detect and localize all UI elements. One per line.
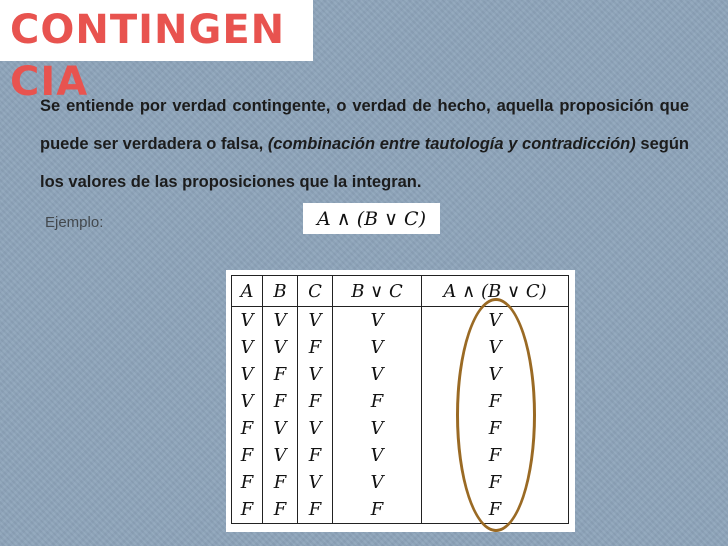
cell: V (333, 334, 422, 361)
table-row (232, 361, 569, 388)
cell: V (298, 361, 333, 388)
cell: F (263, 388, 298, 415)
header-result: A ∧ (B ∨ C) (422, 276, 569, 307)
table-row (232, 388, 569, 415)
cell: F (333, 496, 422, 524)
cell: F (263, 496, 298, 524)
paragraph-text-1: Se entiende por verdad contingente, o verdad de hecho, aquella proposición que puede ser verdadera o falsa, (40, 97, 689, 153)
cell: V (333, 361, 422, 388)
truth-table (231, 275, 569, 524)
table-row (232, 442, 569, 469)
cell: V (333, 442, 422, 469)
cell: F (422, 469, 569, 496)
cell: V (422, 307, 569, 335)
cell: V (422, 361, 569, 388)
table-row (232, 307, 569, 335)
cell: V (333, 415, 422, 442)
cell: F (298, 334, 333, 361)
cell: F (232, 415, 263, 442)
table-row (232, 469, 569, 496)
cell: V (232, 361, 263, 388)
cell: F (333, 388, 422, 415)
paragraph-text-2: según los valores de las proposiciones que la integran. (40, 135, 689, 191)
definition-paragraph (40, 87, 689, 201)
table-header-row (232, 276, 569, 307)
truth-table-panel (226, 270, 575, 532)
cell: V (298, 415, 333, 442)
cell: F (422, 415, 569, 442)
table-row (232, 496, 569, 524)
example-label: Ejemplo: (45, 214, 104, 231)
cell: V (232, 307, 263, 335)
cell: V (232, 334, 263, 361)
cell: V (333, 469, 422, 496)
header-a: A (232, 276, 263, 307)
cell: F (422, 388, 569, 415)
cell: V (422, 334, 569, 361)
table-row (232, 415, 569, 442)
title-box (0, 0, 313, 105)
cell: V (263, 334, 298, 361)
cell: F (298, 388, 333, 415)
cell: F (422, 442, 569, 469)
cell: F (263, 361, 298, 388)
slide-title: CONTINGENCIA (10, 7, 286, 105)
cell: V (333, 307, 422, 335)
formula: A ∧ (B ∨ C) (303, 203, 440, 234)
cell: F (232, 442, 263, 469)
cell: F (263, 469, 298, 496)
cell: V (263, 442, 298, 469)
header-b: B (263, 276, 298, 307)
table-row (232, 334, 569, 361)
header-c: C (298, 276, 333, 307)
cell: V (298, 469, 333, 496)
cell: F (232, 496, 263, 524)
cell: F (232, 469, 263, 496)
cell: F (298, 496, 333, 524)
cell: V (232, 388, 263, 415)
paragraph-italic: (combinación entre tautología y contradicción) (267, 135, 636, 153)
cell: V (263, 307, 298, 335)
cell: V (298, 307, 333, 335)
cell: V (263, 415, 298, 442)
header-b-or-c: B ∨ C (333, 276, 422, 307)
table-body (232, 307, 569, 524)
cell: F (298, 442, 333, 469)
cell: F (422, 496, 569, 524)
